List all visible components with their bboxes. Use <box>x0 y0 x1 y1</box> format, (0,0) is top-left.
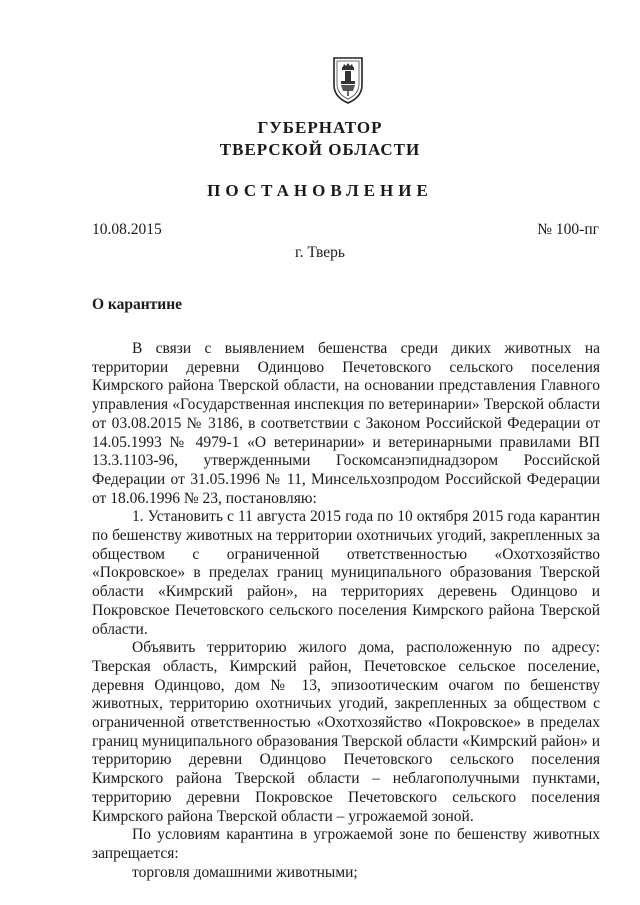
authority-title-line2: ТВЕРСКОЙ ОБЛАСТИ <box>219 140 421 159</box>
authority-title-line1: ГУБЕРНАТОР <box>257 118 383 137</box>
body-paragraph: 1. Установить с 11 августа 2015 года по 10 октября 2015 года карантин по бешенству животных на территории охотничьих угодий, закрепленных за обществом с ограниченной ответственностью «Охотхозяйство «Покровское» в пределах границ муниципального образования Тверской области «Кимрский район», на территориях деревень Одинцово и Покровское Печетовского сельского поселения Кимрского района Тверской области. <box>92 508 600 638</box>
document-type-title: ПОСТАНОВЛЕНИЕ <box>207 181 433 200</box>
document-city: г. Тверь <box>295 244 345 261</box>
body-paragraph: В связи с выявлением бешенства среди диких животных на территории деревни Одинцово Печетовского сельского поселения Кимрского района Тверской области, на основании представления Главного управления «Государственная инспекция по ветеринарии» Тверской области от 03.08.2015 № 3186, в соответствии с Законом Российской Федерации от 14.05.1993 № 4979-1 «О ветеринарии» и ветеринарными правилами ВП 13.3.1103-96, утвержденными Госкомсанэпиднадзором Российской Федерации от 31.05.1996 № 11, Минсельхозпродом Российской Федерации от 18.06.1996 № 23, постановляю: <box>92 340 600 507</box>
body-paragraph: По условиям карантина в угрожаемой зоне по бешенству животных запрещается: <box>92 826 600 862</box>
body-paragraph: Объявить территорию жилого дома, расположенную по адресу: Тверская область, Кимрский район, Печетовское сельское поселение, деревня Одинцово, дом № 13, эпизоотическим очагом по бешенству животных, территорию охотничьих угодий, закрепленных за обществом с ограниченной ответственностью «Охотхозяйство «Покровское» в пределах границ муниципального образования Тверской области «Кимрский район» и территорию деревни Одинцово Печетовского сельского поселения Кимрского района Тверской области – неблагополучными пунктами, территорию деревни Покровское Печетовского сельского поселения Кимрского района Тверской области – угрожаемой зоной. <box>92 639 600 825</box>
document-date: 10.08.2015 <box>92 221 162 238</box>
body-paragraph: торговля домашними животными; <box>132 863 358 881</box>
document-number: № 100-пг <box>537 221 599 238</box>
document-body <box>92 340 600 882</box>
coat-of-arms-emblem-icon <box>330 55 366 105</box>
document-subject: О карантине <box>92 296 183 313</box>
